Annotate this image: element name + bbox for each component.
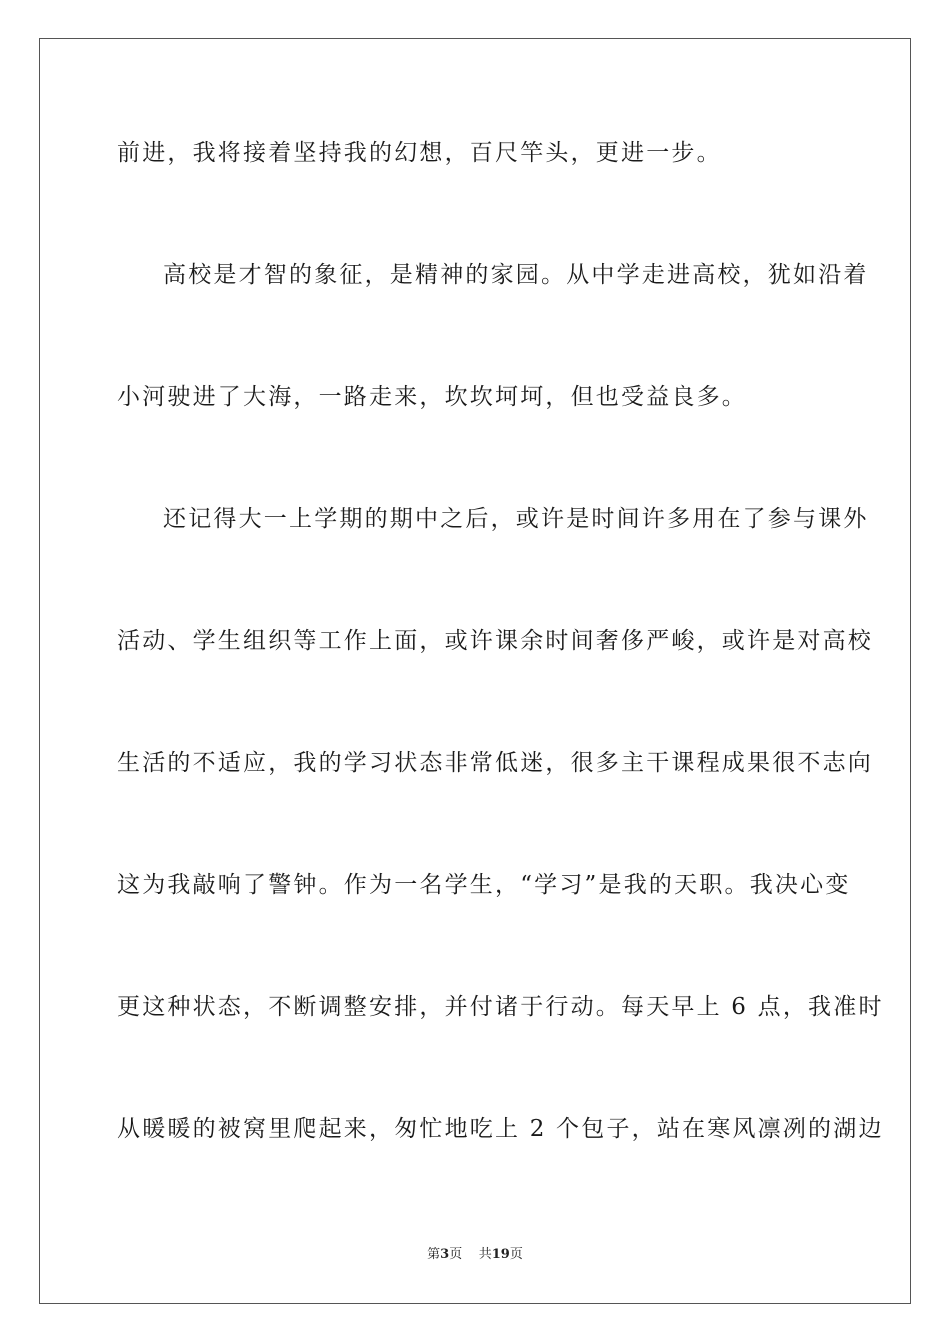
page-prefix: 第 [427, 1247, 441, 1262]
text-line-8: 更这种状态，不断调整安排，并付诸于行动。每天早上 6 点，我准时 [117, 994, 884, 1020]
paragraph-start-line: 还记得大一上学期的期中之后，或许是时间许多用在了参与课外 [163, 506, 869, 532]
text-line-6: 生活的不适应，我的学习状态非常低迷，很多主干课程成果很不志向 [117, 750, 873, 776]
text-line-3: 小河驶进了大海，一路走来，坎坎坷坷，但也受益良多。 [117, 384, 747, 410]
text-line-1: 前进，我将接着坚持我的幻想，百尺竿头，更进一步。 [117, 140, 722, 166]
total-pages: 19 [491, 1247, 510, 1262]
total-suffix: 页 [509, 1247, 523, 1262]
page-footer [0, 1246, 950, 1264]
page-number: 3 [440, 1247, 450, 1262]
total-prefix: 共 [478, 1247, 492, 1262]
page-suffix: 页 [449, 1247, 463, 1262]
text-line-5: 活动、学生组织等工作上面，或许课余时间奢侈严峻，或许是对高校 [117, 628, 873, 654]
text-line-9: 从暖暖的被窝里爬起来，匆忙地吃上 2 个包子，站在寒风凛冽的湖边 [117, 1116, 884, 1142]
text-line-7: 这为我敲响了警钟。作为一名学生，“学习”是我的天职。我决心变 [117, 872, 851, 898]
paragraph-start-line: 高校是才智的象征，是精神的家园。从中学走进高校，犹如沿着 [163, 262, 869, 288]
